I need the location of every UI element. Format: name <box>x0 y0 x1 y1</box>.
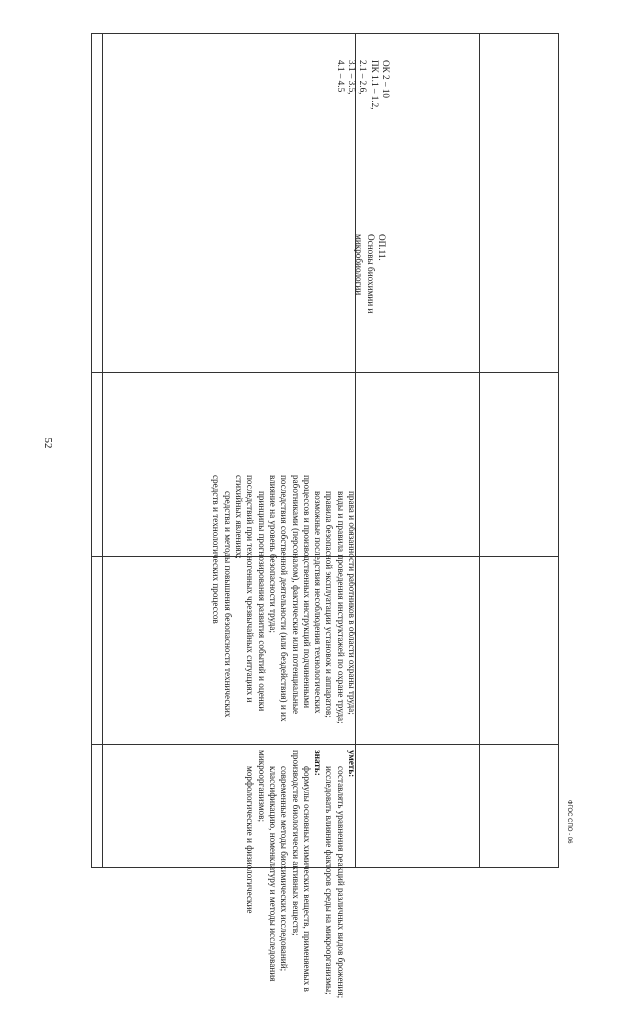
discipline-name: Основы биохимии и микробиологии <box>354 234 376 314</box>
competency-line: 3.1 – 3.5, <box>347 60 358 95</box>
skill-item: составлять уравнения реакций различных видов брожения; <box>335 766 346 999</box>
knowledge-item: морфологические и физиологические <box>245 766 256 914</box>
req-item: права и обязанности работников в области охраны труда; <box>347 491 357 715</box>
req-item: виды и правила проведения инструктажей по охране труда; <box>335 491 346 724</box>
requirements-lower-block <box>244 750 357 1012</box>
page-number: 52 <box>42 437 54 449</box>
skill-item: исследовать влияние факторов среды на микроорганизмы; <box>324 766 335 995</box>
requirements-upper-block <box>210 475 357 737</box>
competency-line: ОК 2 – 10 <box>381 60 391 99</box>
competency-line: 4.1 – 4.5 <box>335 60 346 93</box>
req-item: правила безопасной эксплуатации установок и аппаратов; <box>324 491 335 718</box>
req-item: средства и методы повышения безопасности технических средств и технологических процессов <box>211 475 233 718</box>
discipline-code: ОП.11. <box>377 234 387 261</box>
req-item: принципы прогнозирования развития событий и оценки последствий при техногенных чрезвычайных ситуациях и стихийных явлениях; <box>234 475 267 712</box>
knowledge-item: формулы основных химических веществ, применяемых в производстве биологически активных веществ; <box>290 750 312 992</box>
competencies-cell <box>335 60 391 160</box>
req-item: возможные последствия несоблюдения технологических процессов и производственных инструкций подчиненными работниками (персоналом), фактические или потенциальные последствия собственной деятельности (или бездействия) и их влияние на уровень безопасности труда; <box>267 475 324 722</box>
competency-line: 2.1 – 2.6, <box>358 60 369 95</box>
knowledge-label: знать: <box>313 750 324 776</box>
knowledge-item: современные методы биохимических исследований; <box>279 766 290 972</box>
knowledge-item: классификацию, номенклатуру и методы исследования микроорганизмов; <box>256 750 278 982</box>
discipline-cell <box>353 234 387 364</box>
footer-code: ФГОС СПО - 06 <box>566 800 572 844</box>
competency-line: ПК 1.1 – 1.2, <box>369 60 380 110</box>
skills-label: уметь: <box>347 750 357 778</box>
